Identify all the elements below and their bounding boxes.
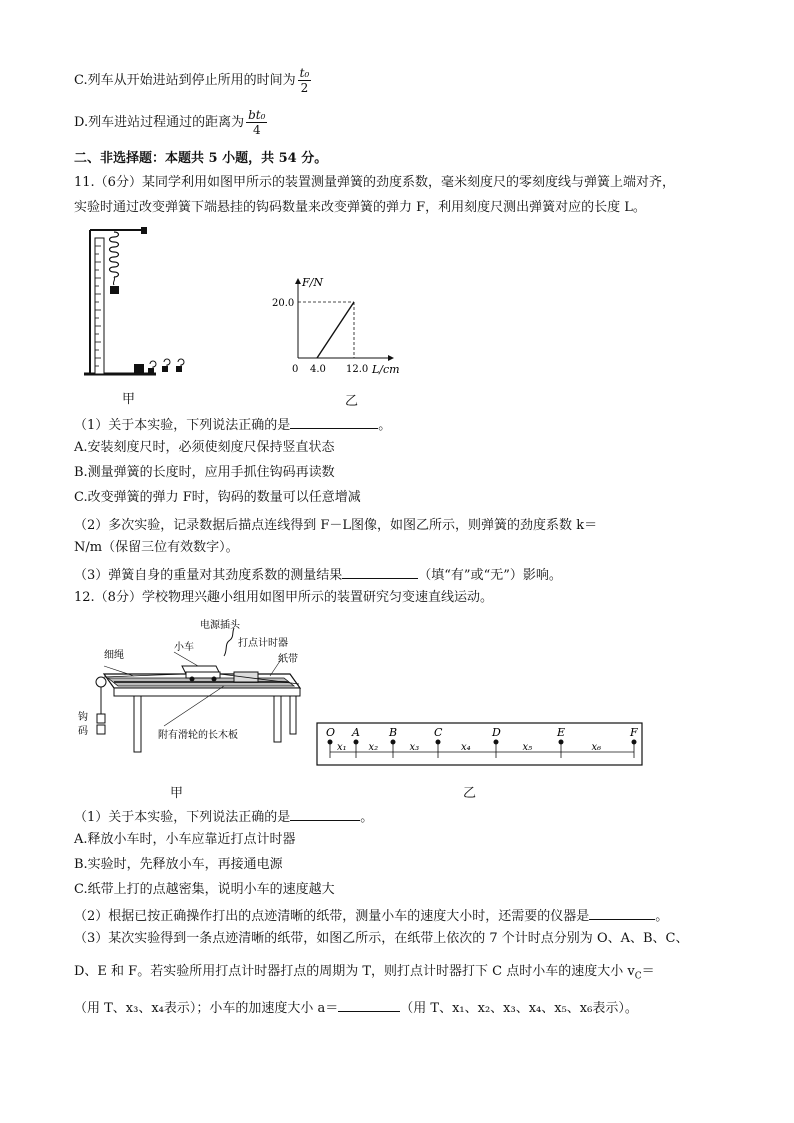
- tape-label: 纸带: [278, 654, 298, 665]
- answer-blank[interactable]: [342, 564, 418, 579]
- q11-part1-text: （1）关于本实验，下列说法正确的是: [74, 418, 291, 433]
- y-tick-label: 20.0: [272, 298, 295, 309]
- segment-label: x₂: [368, 742, 379, 753]
- tape-point-label: F: [630, 726, 638, 739]
- fraction-numerator: bt₀: [248, 108, 266, 122]
- q12-option-c: C.纸带上打的点越密集，说明小车的速度越大: [74, 882, 335, 897]
- answer-blank[interactable]: [589, 905, 655, 920]
- q11-option-c: C.改变弹簧的弹力 F时，钩码的数量可以任意增减: [74, 490, 361, 505]
- segment-label: x₅: [522, 742, 533, 753]
- section-heading: 二、非选择题：本题共 5 小题，共 54 分。: [74, 151, 328, 166]
- segment-label: x₆: [591, 742, 602, 753]
- q12-part3-line1: （3）某次实验得到一条点迹清晰的纸带，如图乙所示，在纸带上依次的 7 个计时点分别为 O、A、B、C、: [74, 931, 689, 946]
- q12-part2: [74, 905, 668, 926]
- spring-apparatus-figure: [80, 224, 192, 382]
- q12-part2-text: （2）根据已按正确操作打出的点迹清晰的纸带，测量小车的速度大小时，还需要的仪器是: [74, 909, 590, 924]
- q12-figure-jia-caption: 甲: [170, 786, 184, 801]
- tape-point-label: O: [326, 726, 336, 739]
- q12-part3-text: D、E 和 F。若实验所用打点计时器打点的周期为 T，则打点计时器打下 C 点时小车的速度大小 v: [74, 964, 635, 979]
- q12-option-a: A.释放小车时，小车应靠近打点计时器: [74, 832, 296, 847]
- x-axis-label: L/cm: [372, 363, 400, 376]
- punctuation: 。: [378, 418, 392, 433]
- q12-part3-text-b: （用 T、x₁、x₂、x₃、x₄、x₅、x₆表示）。: [400, 1001, 638, 1016]
- y-axis-label: F/N: [302, 276, 323, 289]
- weight-label-1: 钩: [78, 712, 88, 723]
- q11-part2-text: （2）多次实验，记录数据后描点连线得到 F－L图像，如图乙所示，则弹簧的劲度系数 k＝: [74, 518, 598, 533]
- tape-point-label: E: [557, 726, 566, 739]
- q11-part1: [74, 414, 391, 435]
- origin-label: 0: [292, 364, 299, 375]
- tape-point-label: C: [434, 726, 443, 739]
- x-tick-label: 12.0: [346, 364, 369, 375]
- fraction-denominator: 2: [300, 81, 309, 95]
- q11-part2-line2: N/m（保留三位有效数字）。: [74, 540, 239, 555]
- q12-stem: 12.（8分）学校物理兴趣小组用如图甲所示的装置研究匀变速直线运动。: [74, 590, 493, 605]
- q11-option-a: A.安装刻度尺时，必须使刻度尺保持竖直状态: [74, 440, 335, 455]
- q11-stem-line1: 11.（6分）某同学利用如图甲所示的装置测量弹簧的劲度系数，毫米刻度尺的零刻度线与弹簧上端对齐，: [74, 175, 675, 190]
- plug-label: 电源插头: [200, 620, 240, 631]
- paper-tape-figure: [316, 720, 644, 770]
- q12-part1: [74, 806, 373, 827]
- fraction-numerator: t₀: [299, 66, 310, 80]
- q11-option-b: B.测量弹簧的长度时，应用手抓住钩码再读数: [74, 465, 335, 480]
- segment-label: x₃: [409, 742, 420, 753]
- cart-label: 小车: [174, 642, 194, 653]
- q10-option-c-fraction: [298, 66, 312, 95]
- answer-blank[interactable]: [290, 806, 360, 821]
- segment-label: x₁: [337, 742, 347, 753]
- q11-part3: [74, 564, 562, 585]
- graph-line: [317, 302, 354, 358]
- q12-part3-text-a: （用 T、x₃、x₄表示）；小车的加速度大小 a＝: [74, 1001, 339, 1016]
- x-tick-label: 4.0: [310, 364, 326, 375]
- q11-figure-jia-caption: 甲: [122, 392, 136, 407]
- answer-blank[interactable]: [290, 414, 378, 429]
- q12-figure-yi-caption: 乙: [463, 786, 477, 801]
- board-label: 附有滑轮的长木板: [158, 730, 238, 741]
- q12-part3-line2: [74, 963, 655, 986]
- rope-label: 细绳: [104, 650, 124, 661]
- tape-point-label: A: [352, 726, 360, 739]
- q12-option-b: B.实验时，先释放小车，再接通电源: [74, 857, 283, 872]
- force-length-graph: [268, 272, 408, 378]
- punctuation: ＝: [641, 964, 655, 979]
- subscript: C: [634, 971, 642, 982]
- q10-option-d: [74, 108, 267, 137]
- punctuation: 。: [655, 909, 669, 924]
- q11-part3-text: （3）弹簧自身的重量对其劲度系数的测量结果: [74, 568, 343, 583]
- q11-part3-text-end: （填“有”或“无”）影响。: [418, 568, 562, 583]
- q12-part3-line3: [74, 997, 638, 1018]
- q10-option-d-fraction: [246, 108, 267, 137]
- weight-label-2: 码: [78, 726, 88, 737]
- timer-label: 打点计时器: [238, 638, 288, 649]
- fraction-denominator: 4: [252, 123, 261, 137]
- q10-option-c-text: C.列车从开始进站到停止所用的时间为: [74, 73, 296, 88]
- answer-blank[interactable]: [338, 997, 400, 1012]
- tape-point-label: B: [389, 726, 398, 739]
- punctuation: 。: [360, 810, 374, 825]
- q11-part2-line1: [74, 514, 597, 535]
- q11-figure-yi-caption: 乙: [345, 394, 359, 409]
- segment-label: x₄: [461, 742, 471, 753]
- cart-board-figure: [74, 616, 304, 782]
- q10-option-c: [74, 66, 311, 95]
- q12-part1-text: （1）关于本实验，下列说法正确的是: [74, 810, 291, 825]
- tape-point-label: D: [492, 726, 501, 739]
- q11-stem-line2: 实验时通过改变弹簧下端悬挂的钩码数量来改变弹簧的弹力 F，利用刻度尺测出弹簧对应的长度 L。: [74, 200, 646, 215]
- q10-option-d-text: D.列车进站过程通过的距离为: [74, 115, 245, 130]
